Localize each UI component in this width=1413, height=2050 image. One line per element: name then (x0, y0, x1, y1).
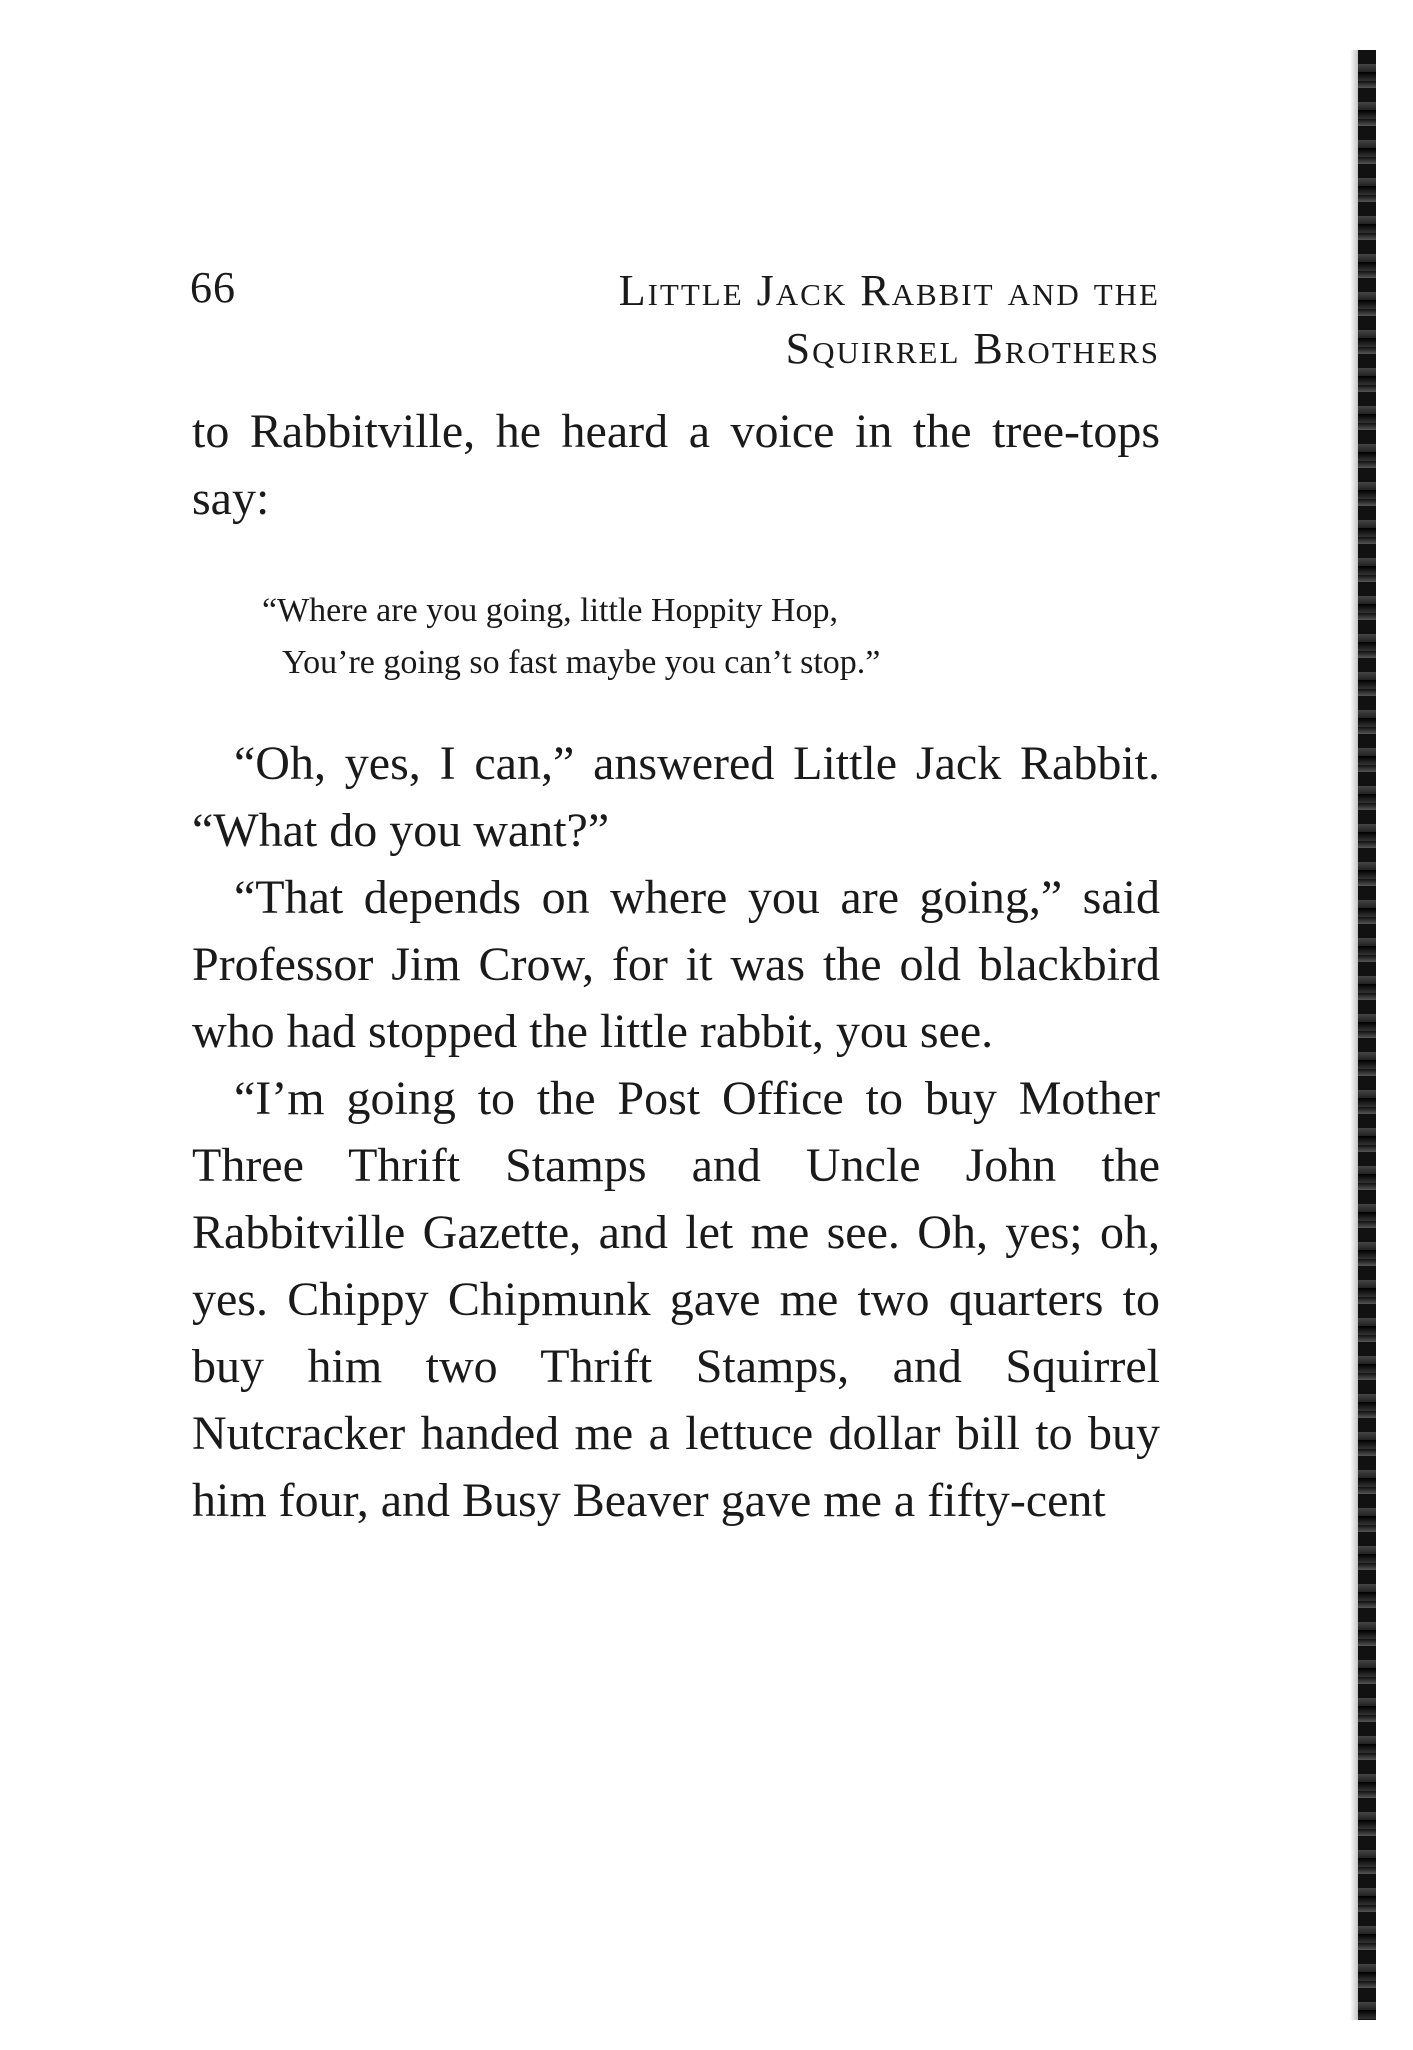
paragraph-3: “That depends on where you are going,” said Professor Jim Crow, for it was the old blackbird who had stopped the little rabbit, you see. (192, 871, 1160, 1058)
page-number: 66 (190, 263, 236, 312)
verse-line-2: You’re going so fast maybe you can’t stop.” (282, 644, 881, 681)
running-head (619, 262, 1160, 378)
running-head-line-2: Squirrel Brothers (785, 324, 1160, 373)
paragraph-1: to Rabbitville, he heard a voice in the tree-tops say: (192, 405, 1160, 525)
verse-line-1: “Where are you going, little Hoppity Hop, (262, 592, 838, 629)
paragraph-4: “I’m going to the Post Office to buy Mother Three Thrift Stamps and Uncle John the Rabbitville Gazette, and let me see. Oh, yes; oh, yes. Chippy Chipmunk gave me two quarters to buy him two Thrift Stamps, and Squirrel Nutcracker handed me a lettuce dollar bill to buy him four, and Busy Beaver gave me a fifty-cent (192, 1072, 1160, 1527)
main-text (192, 730, 1160, 1534)
running-head-line-1: Little Jack Rabbit and the (618, 266, 1160, 315)
verse (262, 585, 880, 689)
scan-page-edge (1358, 50, 1376, 2020)
paragraph-2: “Oh, yes, I can,” answered Little Jack Rabbit. “What do you want?” (192, 737, 1160, 857)
